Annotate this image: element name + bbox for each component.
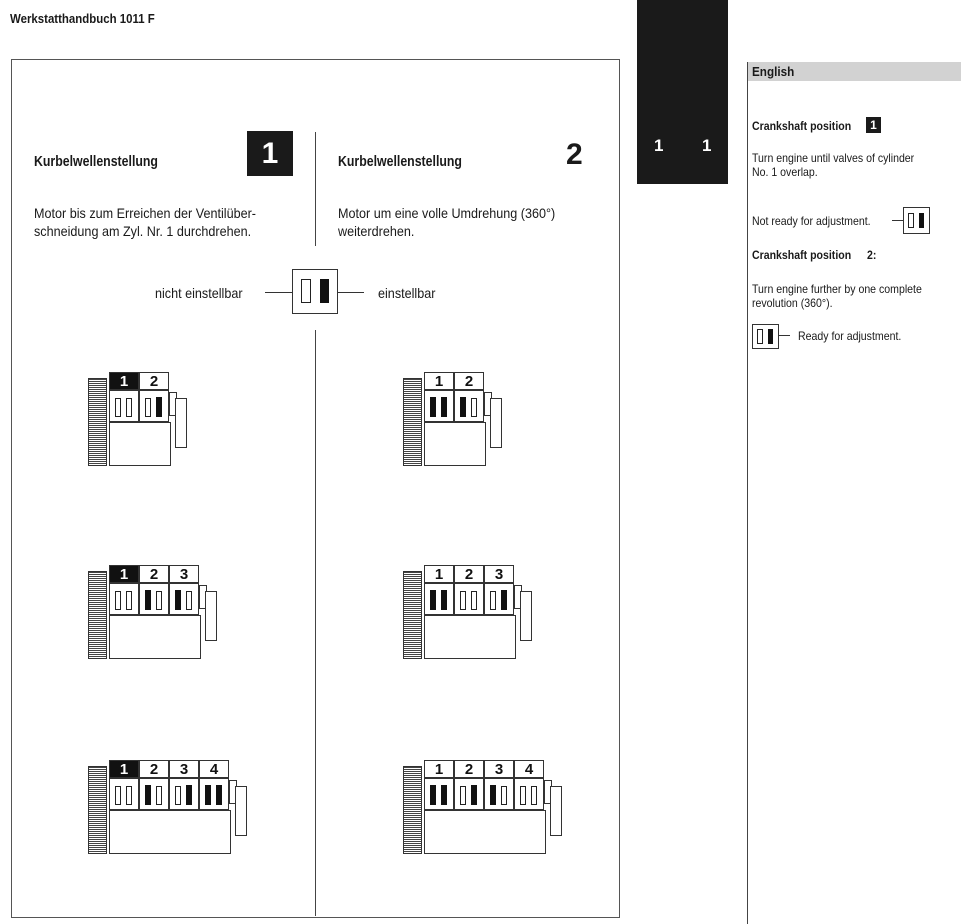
en-pos2-number: 2: [867,248,877,262]
cylinder-number: 1 [109,372,139,390]
valve-closed-icon [430,590,436,610]
pulley-icon [175,398,187,448]
valve-closed-icon [768,329,773,344]
en-ready-symbol [752,324,779,349]
valve-open-icon [115,398,121,417]
flywheel-icon [88,571,107,659]
engine-diagram [403,565,543,665]
valve-closed-icon [441,397,447,417]
cylinder-number: 4 [514,760,544,778]
valve-open-icon [490,591,496,610]
flywheel-icon [403,378,422,466]
flywheel-icon [403,571,422,659]
en-pos1-line2: No. 1 overlap. [752,165,818,179]
left-text-line1: Motor bis zum Erreichen der Ventilüber- [34,205,257,221]
cylinder-number: 2 [139,760,169,778]
cylinder-number: 4 [199,760,229,778]
valve-open-icon [156,591,162,610]
valve-closed-icon [145,590,151,610]
cylinder-head [454,583,484,615]
en-ready: Ready for adjustment. [798,329,902,343]
pulley-icon [490,398,502,448]
left-title: Kurbelwellenstellung [34,154,158,170]
legend-line-left [265,292,292,293]
cylinder-number: 2 [139,372,169,390]
valve-closed-icon [441,785,447,805]
cylinder-head [109,390,139,422]
cylinder-head [424,583,454,615]
valve-open-icon [531,786,537,805]
cylinder-head [424,778,454,810]
engine-diagram [403,372,513,472]
valve-open-icon [186,591,192,610]
cylinder-number: 1 [424,760,454,778]
flywheel-icon [88,378,107,466]
valve-open-icon [126,398,132,417]
cylinder-number: 3 [484,565,514,583]
legend-adjustable: einstellbar [378,285,436,301]
en-not-ready-symbol [903,207,930,234]
flywheel-icon [403,766,422,854]
right-title: Kurbelwellenstellung [338,154,462,170]
en-pos2-line1: Turn engine further by one complete [752,282,922,296]
valve-open-icon [126,591,132,610]
cylinder-head [454,390,484,422]
cylinder-number: 1 [109,565,139,583]
pulley-icon [205,591,217,641]
en-not-ready: Not ready for adjustment. [752,214,871,228]
en-pos2-text [752,282,922,310]
crankcase [109,615,201,659]
cylinder-head [169,583,199,615]
cylinder-head [109,583,139,615]
cylinder-head [199,778,229,810]
section-tab-page: 1 [702,136,712,155]
valve-closed-icon [430,397,436,417]
cylinder-head [424,390,454,422]
valve-open-icon [471,591,477,610]
cylinder-number: 2 [454,760,484,778]
crankcase [109,422,171,466]
valve-closed-icon [145,785,151,805]
en-pos1-badge: 1 [866,117,881,133]
crankcase [424,422,486,466]
valve-closed-icon [320,279,329,303]
valve-closed-icon [501,590,507,610]
cylinder-number: 1 [424,565,454,583]
cylinder-number: 3 [169,565,199,583]
valve-closed-icon [175,590,181,610]
valve-open-icon [460,591,466,610]
valve-open-icon [175,786,181,805]
column-divider-top [315,132,316,246]
pulley-icon [235,786,247,836]
en-pos1-text [752,151,914,179]
right-text [338,204,555,240]
valve-open-icon [460,786,466,805]
cylinder-number: 2 [139,565,169,583]
valve-closed-icon [471,785,477,805]
pulley-icon [520,591,532,641]
valve-open-icon [908,213,914,228]
cylinder-head [514,778,544,810]
language-label: English [752,64,795,79]
en-ready-line [778,335,790,336]
en-pos1-line1: Turn engine until valves of cylinder [752,151,915,165]
valve-closed-icon [490,785,496,805]
position-1-badge: 1 [247,131,293,176]
section-tab-chapter: 1 [654,136,664,155]
cylinder-head [454,778,484,810]
legend-not-adjustable: nicht einstellbar [155,285,243,301]
cylinder-number: 3 [484,760,514,778]
crankcase [109,810,231,854]
cylinder-head [484,778,514,810]
right-text-line2: weiterdrehen. [338,223,415,239]
cylinder-head [139,390,169,422]
valve-closed-icon [460,397,466,417]
engine-diagram [88,565,228,665]
legend-line-right [337,292,364,293]
en-pos1-label: Crankshaft position [752,119,852,133]
section-tab [637,0,728,184]
valve-closed-icon [156,397,162,417]
valve-open-icon [501,786,507,805]
engine-diagram [88,760,258,860]
valve-closed-icon [441,590,447,610]
valve-open-icon [115,786,121,805]
valve-open-icon [115,591,121,610]
cylinder-head [169,778,199,810]
left-text [34,204,256,240]
engine-diagram [403,760,573,860]
pulley-icon [550,786,562,836]
column-divider-bottom [315,330,316,916]
engine-diagram [88,372,198,472]
valve-open-icon [757,329,763,344]
cylinder-head [139,778,169,810]
cylinder-head [109,778,139,810]
cylinder-number: 1 [109,760,139,778]
en-pos2-label: Crankshaft position [752,248,852,262]
cylinder-head [139,583,169,615]
position-2-number: 2 [566,138,583,171]
left-text-line2: schneidung am Zyl. Nr. 1 durchdrehen. [34,223,252,239]
language-header [748,62,961,81]
legend-valve-symbol [292,269,338,314]
valve-closed-icon [919,213,924,228]
header-title: Werkstatthandbuch 1011 F [10,11,155,26]
cylinder-number: 2 [454,372,484,390]
valve-open-icon [471,398,477,417]
en-pos2-line2: revolution (360°). [752,296,833,310]
right-column-divider [747,62,748,924]
valve-open-icon [156,786,162,805]
valve-open-icon [301,279,311,303]
valve-open-icon [520,786,526,805]
valve-open-icon [145,398,151,417]
crankcase [424,615,516,659]
valve-closed-icon [216,785,222,805]
valve-open-icon [126,786,132,805]
cylinder-number: 3 [169,760,199,778]
cylinder-head [484,583,514,615]
valve-closed-icon [186,785,192,805]
valve-closed-icon [205,785,211,805]
flywheel-icon [88,766,107,854]
right-text-line1: Motor um eine volle Umdrehung (360°) [338,205,556,221]
cylinder-number: 1 [424,372,454,390]
crankcase [424,810,546,854]
cylinder-number: 2 [454,565,484,583]
valve-closed-icon [430,785,436,805]
